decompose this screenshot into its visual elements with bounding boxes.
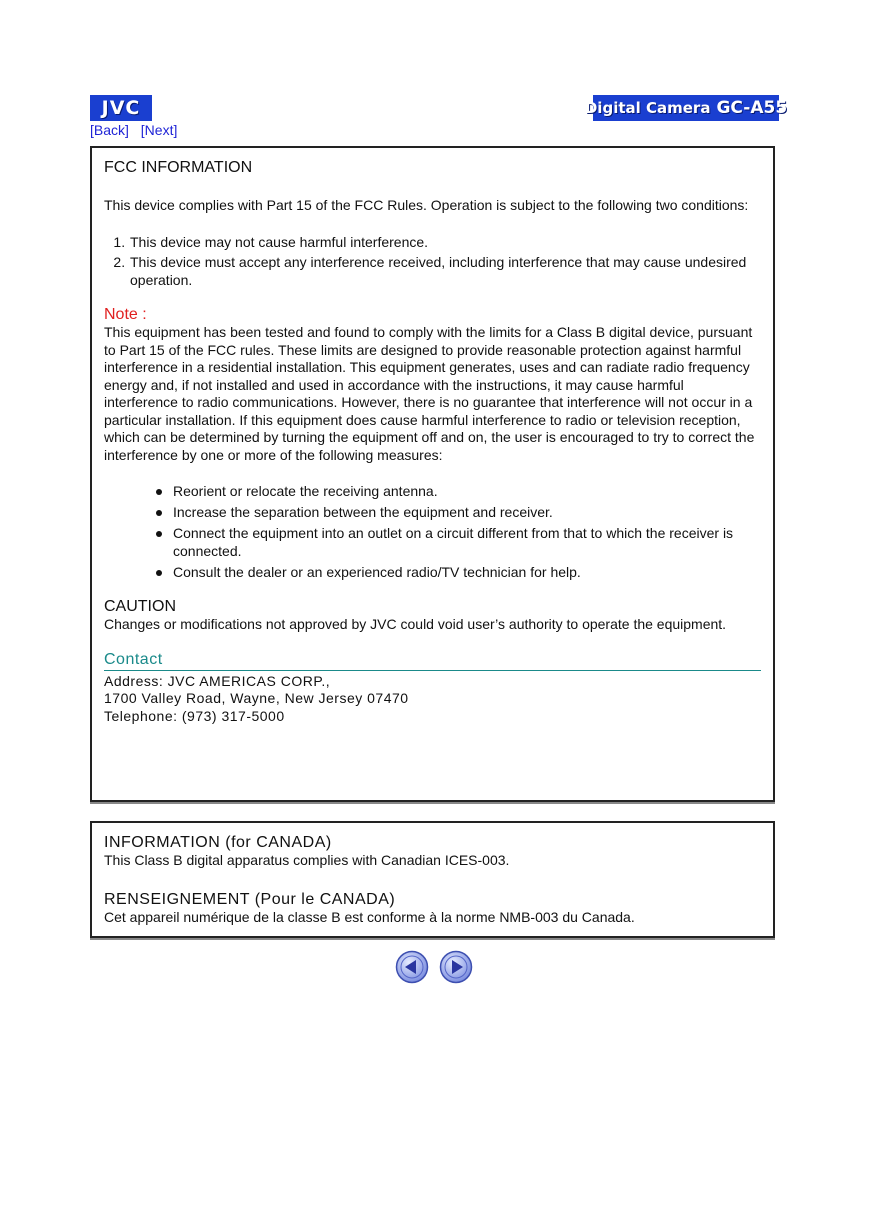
canada-en-heading: INFORMATION (for CANADA): [104, 834, 332, 851]
note-text: This equipment has been tested and found to comply with the limits for a Class B digital device, pursuant to Part 15 of the FCC rules. These limits are designed to provide reasonable protection against harmful interference in a residential installation. This equipment generates, uses and can radiate radio frequency energy and, if not installed and used in accordance with the instructions, it may cause harmful interference to radio communications. However, there is no guarantee that interference will not occur in a particular installation. If this equipment does cause harmful interference to radio or television reception, which can be determined by turning the equipment off and on, the user is encouraged to try to correct the interference by one or more of the following measures:: [104, 324, 755, 463]
fcc-title: FCC INFORMATION: [104, 159, 253, 176]
fcc-information-box: [90, 146, 775, 802]
list-item: 1. This device may not cause harmful interference.: [129, 234, 761, 252]
left-arrow-circle-icon[interactable]: [395, 950, 429, 984]
canada-information-box: [90, 821, 775, 938]
caution-heading: CAUTION: [104, 598, 176, 615]
right-arrow-circle-icon[interactable]: [439, 950, 473, 984]
jvc-logo-text: JVC: [101, 97, 141, 119]
list-item: Reorient or relocate the receiving antenna.: [173, 483, 761, 501]
canada-fr-text: Cet appareil numérique de la classe B est conforme à la norme NMB-003 du Canada.: [104, 908, 635, 925]
canada-en-text: This Class B digital apparatus complies with Canadian ICES-003.: [104, 852, 510, 868]
list-item: Increase the separation between the equipment and receiver.: [173, 504, 761, 522]
contact-street: 1700 Valley Road, Wayne, New Jersey 07470: [104, 690, 409, 706]
measures-list: [104, 483, 761, 581]
product-logo: [584, 95, 788, 121]
list-item: Connect the equipment into an outlet on a circuit different from that to which the receiver is connected.: [173, 525, 761, 560]
footer-nav: [395, 950, 473, 984]
next-link[interactable]: [Next]: [140, 122, 178, 138]
product-logo-model: GC-A55: [716, 98, 788, 118]
canada-fr-heading: RENSEIGNEMENT (Pour le CANADA): [104, 890, 396, 908]
caution-text: Changes or modifications not approved by JVC could void user’s authority to operate the equipment.: [104, 616, 727, 632]
top-nav-links: [90, 122, 185, 138]
jvc-logo: [90, 95, 152, 121]
list-item: 2. This device must accept any interference received, including interference that may cause undesired operation.: [129, 254, 761, 289]
list-item: Consult the dealer or an experienced radio/TV technician for help.: [173, 564, 761, 582]
fcc-intro: This device complies with Part 15 of the FCC Rules. Operation is subject to the following two conditions:: [104, 197, 749, 213]
contact-details: [104, 673, 761, 726]
fcc-conditions-list: [104, 234, 761, 290]
contact-phone: Telephone: (973) 317-5000: [104, 707, 285, 724]
back-link[interactable]: [Back]: [90, 122, 129, 138]
contact-address: Address: JVC AMERICAS CORP.,: [104, 672, 331, 689]
contact-heading: Contact: [104, 650, 761, 671]
product-logo-prefix: Digital Camera: [584, 99, 711, 117]
note-heading: Note :: [104, 306, 147, 323]
